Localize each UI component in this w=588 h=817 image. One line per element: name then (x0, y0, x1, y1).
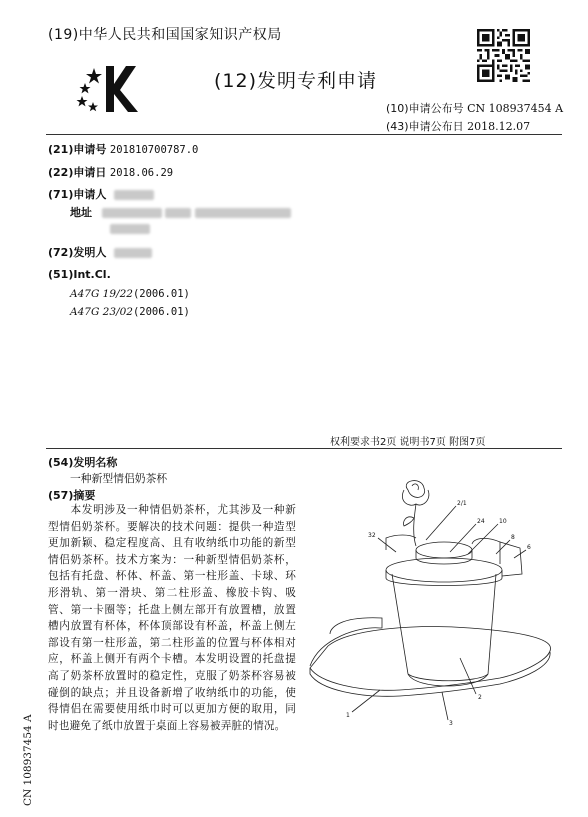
redacted-address-2 (165, 208, 191, 218)
cnipa-emblem-icon (66, 58, 146, 116)
address-continued-row (110, 222, 150, 235)
address-row (70, 204, 291, 220)
figure-reference-label: 32 (368, 532, 376, 539)
application-number: 201810700787.0 (109, 144, 199, 156)
ipc-code: A47G 19/22 (70, 288, 133, 300)
office-name: (19)中华人民共和国国家知识产权局 (48, 27, 282, 43)
int-cl-row (48, 268, 111, 281)
applicant-label: (71)申请人 (48, 188, 107, 201)
section-divider (46, 448, 562, 449)
invention-title-label: (54)发明名称 (48, 456, 118, 469)
qr-code-icon (477, 29, 530, 82)
int-cl-label: (51)Int.Cl. (48, 268, 111, 281)
address-label: 地址 (70, 206, 92, 219)
redacted-applicant (114, 190, 154, 200)
side-publication-number: CN 108937454 A (22, 714, 34, 806)
ipc-code-row (70, 306, 190, 318)
abstract-text: 本发明涉及一种情侣奶茶杯，尤其涉及一种新型情侣奶茶杯。要解决的技术问题：提供一种造型更加新颖、稳定程度高、且有收纳纸巾功能的新型情侣奶茶杯。技术方案为：一种新型情侣奶茶杯，包括有托盘、杯体、杯盖、第一柱形盖、卡球、环形滑轨、第一滑块、第二柱形盖、橡胶卡钩、吸管、第一卡圈等；托盘上侧左部开有放置槽，放置槽内放置有杯体，杯体顶部设有杯盖，杯盖上侧左部设有第一柱形盖，第二柱形盖的位置与杯体相对应，杯盖上侧开有两个卡槽。本发明设置的托盘提高了奶茶杯放置时的稳定性，克服了奶茶杯容易被碰倒的缺点；并且设备新增了收纳纸巾的功能，使得情侣在需要使用纸巾时可以更加方便的取用，同时也避免了纸巾放置于桌面上容易被弄脏的情况。 (48, 504, 296, 732)
application-number-row (48, 141, 198, 157)
header-divider (46, 134, 562, 135)
applicant-row (48, 186, 154, 202)
filing-date-row (48, 164, 173, 180)
figure-reference-label: 24 (477, 518, 485, 525)
redacted-inventor (114, 248, 152, 258)
patent-drawing (300, 478, 562, 748)
ipc-year: (2006.01) (132, 306, 190, 318)
abstract-label: (57)摘要 (48, 489, 96, 502)
inventor-row (48, 244, 152, 260)
inventor-label: (72)发明人 (48, 246, 107, 259)
ipc-code: A47G 23/02 (70, 306, 133, 318)
publication-number: CN 108937454 A (467, 102, 564, 115)
ipc-year: (2006.01) (132, 288, 190, 300)
publication-date: 2018.12.07 (467, 120, 531, 133)
figure-reference-label: 2 (478, 694, 482, 701)
filing-date: 2018.06.29 (109, 167, 174, 179)
redacted-address-4 (110, 224, 150, 234)
publication-date-label: (43)申请公布日 (386, 120, 464, 133)
document-type-title: (12)发明专利申请 (214, 70, 378, 92)
invention-title: 一种新型情侣奶茶杯 (70, 472, 168, 485)
publication-date-row (386, 118, 530, 134)
application-number-label: (21)申请号 (48, 143, 107, 156)
filing-date-label: (22)申请日 (48, 166, 107, 179)
redacted-address-1 (102, 208, 162, 218)
figure-reference-label: 3 (449, 720, 453, 727)
figure-reference-label: 10 (499, 518, 507, 525)
page-counts: 权利要求书2页 说明书7页 附图7页 (330, 437, 486, 448)
ipc-code-row (70, 288, 190, 300)
figure-reference-label: 1 (346, 712, 350, 719)
figure-reference-label: 8 (511, 534, 515, 541)
publication-number-label: (10)申请公布号 (386, 102, 464, 115)
figure-reference-label: 6 (527, 544, 531, 551)
publication-number-row (386, 100, 563, 116)
figure-reference-label: 2/1 (457, 500, 467, 507)
redacted-address-3 (195, 208, 291, 218)
